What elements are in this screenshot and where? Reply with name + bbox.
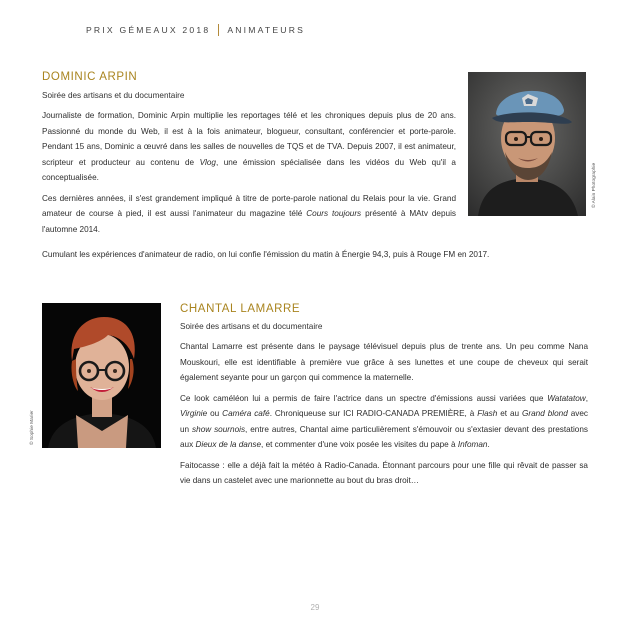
italic-title: Cours toujours xyxy=(306,209,362,218)
italic-title: Virginie xyxy=(180,409,208,418)
page-number: 29 xyxy=(310,603,320,612)
italic-title: show sournois xyxy=(192,424,246,434)
lamarre-portrait-photo xyxy=(42,303,161,448)
arpin-bio-paragraph-3: Cumulant les expériences d'animateur de radio, on lui confie l'émission du matin à Énergie 94,3, puis à Rouge FM en 2017. xyxy=(42,250,490,259)
lamarre-photo-credit: © Sophie Marier xyxy=(30,410,35,445)
page-header xyxy=(86,24,305,36)
arpin-bio xyxy=(42,108,456,242)
arpin-name: DOMINIC ARPIN xyxy=(42,71,138,83)
lamarre-bio-paragraph-2: Ce look caméléon lui a permis de faire l'actrice dans un spectre d'émissions aussi variées que Watatatow, Virginie ou Caméra café. Chroniqueuse sur ICI RADIO-CANADA PREMIÈRE, à Flash et au Grand blond avec un show sournois, entre autres, Chantal aime particulièrement s'émouvoir ou s'extasier devant des prestations aux Dieux de la danse, et commenter d'une voix posée les visites du pape à Infoman. xyxy=(180,393,588,449)
header-divider xyxy=(218,24,219,36)
arpin-subtitle: Soirée des artisans et du documentaire xyxy=(42,91,185,100)
italic-title: Dieux de la danse xyxy=(195,440,262,449)
lamarre-name: CHANTAL LAMARRE xyxy=(180,303,301,315)
italic-title: Caméra café xyxy=(222,409,270,418)
arpin-portrait-photo xyxy=(468,72,586,216)
lamarre-bio-paragraph-1: Chantal Lamarre est présente dans le paysage télévisuel depuis plus de trente ans. Un peu comme Nana Mouskouri, elle est identifiable à première vue grâce à ses lunettes et une coupe de cheveux qui serait également seyante pour un garçon qui commence la maternelle. xyxy=(180,342,588,382)
italic-title: Watatatow xyxy=(547,393,586,403)
lamarre-subtitle: Soirée des artisans et du documentaire xyxy=(180,322,323,331)
italic-title: Infoman xyxy=(457,440,488,449)
arpin-photo-credit: © Alain Photographie xyxy=(592,162,597,208)
italic-title: Grand blond xyxy=(522,409,568,418)
arpin-bio-paragraph-2: Ces dernières années, il s'est grandement impliqué à titre de porte-parole national du Relais pour la vie. Grand amateur de course à pied, il est aussi l'animateur du magazine télé Cours toujours présenté à MAtv depuis l'automne 2014. xyxy=(42,193,457,234)
lamarre-bio xyxy=(180,339,588,494)
lamarre-bio-paragraph-3: Faitocasse : elle a déjà fait la météo à Radio-Canada. Étonnant parcours pour une fille qui rêvait de passer sa vie dans un castelet avec une marionnette au bout du bras droit… xyxy=(180,460,588,485)
header-section: ANIMATEURS xyxy=(227,25,306,35)
italic-title: Vlog xyxy=(199,157,216,167)
header-publication: PRIX GÉMEAUX 2018 xyxy=(86,25,211,35)
arpin-bio-paragraph-1: Journaliste de formation, Dominic Arpin multiplie les reportages télé et les chroniques depuis plus de 20 ans. Passionné du monde du Web, il est à la fois animateur, blogueur, consultant, conférencier et porte-parole. Pendant 15 ans, Dominic a œuvré dans les salles de nouvelles de TQS et de TVA. Depuis 2007, il est animateur, scripteur et producteur au contenu de Vlog, une émission spécialisée dans les vidéos du Web qu'il a conceptualisée. xyxy=(42,111,456,182)
italic-title: Flash xyxy=(477,409,498,418)
